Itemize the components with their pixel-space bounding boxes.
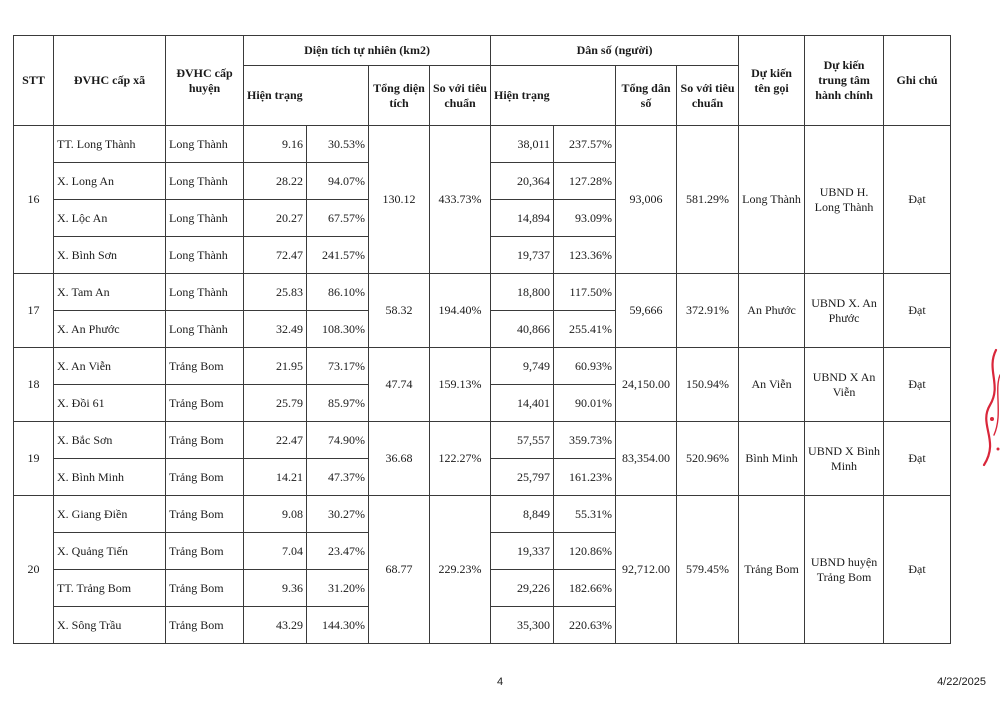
commune-cell: X. Lộc An: [54, 200, 166, 237]
stt-cell: 16: [14, 126, 54, 274]
total-population-cell: 59,666: [616, 274, 677, 348]
population-cell: 25,797: [491, 459, 554, 496]
area-cell: 20.27: [244, 200, 307, 237]
commune-cell: X. Tam An: [54, 274, 166, 311]
col-header-dvhc-xa: ĐVHC cấp xã: [54, 36, 166, 126]
commune-cell: X. Bình Sơn: [54, 237, 166, 274]
total-population-cell: 92,712.00: [616, 496, 677, 644]
population-cell: 14,401: [491, 385, 554, 422]
population-percent-cell: 120.86%: [554, 533, 616, 570]
population-percent-cell: 255.41%: [554, 311, 616, 348]
district-cell: Trảng Bom: [166, 533, 244, 570]
commune-cell: TT. Trảng Bom: [54, 570, 166, 607]
district-cell: Long Thành: [166, 274, 244, 311]
population-cell: 29,226: [491, 570, 554, 607]
population-cell: 20,364: [491, 163, 554, 200]
col-header-area-current: Hiện trạng: [244, 66, 369, 126]
proposed-name-cell: Long Thành: [739, 126, 805, 274]
commune-cell: X. Giang Điền: [54, 496, 166, 533]
commune-cell: X. Bắc Sơn: [54, 422, 166, 459]
population-percent-cell: 127.28%: [554, 163, 616, 200]
col-header-area-total: Tổng diện tích: [369, 66, 430, 126]
proposed-name-cell: Bình Minh: [739, 422, 805, 496]
commune-cell: X. Sông Trầu: [54, 607, 166, 644]
population-percent-cell: 55.31%: [554, 496, 616, 533]
area-cell: 28.22: [244, 163, 307, 200]
population-percent-cell: 161.23%: [554, 459, 616, 496]
district-cell: Long Thành: [166, 311, 244, 348]
area-standard-cell: 122.27%: [430, 422, 491, 496]
stt-cell: 20: [14, 496, 54, 644]
proposed-name-cell: An Viễn: [739, 348, 805, 422]
area-standard-cell: 229.23%: [430, 496, 491, 644]
population-standard-cell: 581.29%: [677, 126, 739, 274]
commune-cell: X. Quảng Tiến: [54, 533, 166, 570]
area-standard-cell: 194.40%: [430, 274, 491, 348]
stt-cell: 17: [14, 274, 54, 348]
commune-cell: X. An Phước: [54, 311, 166, 348]
district-cell: Long Thành: [166, 126, 244, 163]
col-header-proposed-name: Dự kiến tên gọi: [739, 36, 805, 126]
footer-date: 4/22/2025: [937, 676, 986, 688]
area-cell: 43.29: [244, 607, 307, 644]
population-cell: 8,849: [491, 496, 554, 533]
population-cell: 19,737: [491, 237, 554, 274]
population-cell: 19,337: [491, 533, 554, 570]
col-header-area: Diện tích tự nhiên (km2): [244, 36, 491, 66]
area-cell: 9.36: [244, 570, 307, 607]
commune-cell: X. Long An: [54, 163, 166, 200]
area-cell: 25.83: [244, 274, 307, 311]
col-header-notes: Ghi chú: [884, 36, 951, 126]
population-cell: 40,866: [491, 311, 554, 348]
col-header-pop-current: Hiện trạng: [491, 66, 616, 126]
area-percent-cell: 144.30%: [307, 607, 369, 644]
area-percent-cell: 31.20%: [307, 570, 369, 607]
total-area-cell: 68.77: [369, 496, 430, 644]
area-percent-cell: 74.90%: [307, 422, 369, 459]
commune-cell: X. Đồi 61: [54, 385, 166, 422]
proposed-center-cell: UBND X. An Phước: [805, 274, 884, 348]
district-cell: Trảng Bom: [166, 496, 244, 533]
area-percent-cell: 86.10%: [307, 274, 369, 311]
table-row: [14, 348, 951, 385]
district-cell: Long Thành: [166, 163, 244, 200]
area-percent-cell: 67.57%: [307, 200, 369, 237]
district-cell: Trảng Bom: [166, 385, 244, 422]
table-row: [14, 496, 951, 533]
total-population-cell: 93,006: [616, 126, 677, 274]
population-percent-cell: 237.57%: [554, 126, 616, 163]
area-cell: 32.49: [244, 311, 307, 348]
area-cell: 9.08: [244, 496, 307, 533]
table-row: [14, 422, 951, 459]
area-cell: 25.79: [244, 385, 307, 422]
area-cell: 22.47: [244, 422, 307, 459]
population-percent-cell: 182.66%: [554, 570, 616, 607]
district-cell: Trảng Bom: [166, 348, 244, 385]
area-cell: 21.95: [244, 348, 307, 385]
table-row: [14, 274, 951, 311]
population-cell: 18,800: [491, 274, 554, 311]
population-cell: 9,749: [491, 348, 554, 385]
proposed-name-cell: An Phước: [739, 274, 805, 348]
area-percent-cell: 30.53%: [307, 126, 369, 163]
proposed-center-cell: UBND huyện Trảng Bom: [805, 496, 884, 644]
total-area-cell: 47.74: [369, 348, 430, 422]
population-standard-cell: 520.96%: [677, 422, 739, 496]
header-row-top: [14, 36, 951, 66]
area-percent-cell: 108.30%: [307, 311, 369, 348]
district-cell: Long Thành: [166, 200, 244, 237]
red-stamp-mark: [976, 345, 1000, 475]
population-cell: 14,894: [491, 200, 554, 237]
district-cell: Trảng Bom: [166, 422, 244, 459]
population-percent-cell: 117.50%: [554, 274, 616, 311]
area-percent-cell: 23.47%: [307, 533, 369, 570]
population-percent-cell: 90.01%: [554, 385, 616, 422]
proposed-name-cell: Trảng Bom: [739, 496, 805, 644]
area-standard-cell: 159.13%: [430, 348, 491, 422]
population-standard-cell: 150.94%: [677, 348, 739, 422]
stt-cell: 19: [14, 422, 54, 496]
district-cell: Long Thành: [166, 237, 244, 274]
notes-cell: Đạt: [884, 422, 951, 496]
page-number: 4: [497, 676, 504, 688]
area-percent-cell: 241.57%: [307, 237, 369, 274]
population-percent-cell: 93.09%: [554, 200, 616, 237]
area-percent-cell: 94.07%: [307, 163, 369, 200]
population-percent-cell: 359.73%: [554, 422, 616, 459]
population-percent-cell: 220.63%: [554, 607, 616, 644]
table-row: [14, 126, 951, 163]
area-percent-cell: 85.97%: [307, 385, 369, 422]
col-header-stt: STT: [14, 36, 54, 126]
col-header-proposed-center: Dự kiến trung tâm hành chính: [805, 36, 884, 126]
notes-cell: Đạt: [884, 126, 951, 274]
administrative-units-table: [13, 35, 951, 644]
population-cell: 38,011: [491, 126, 554, 163]
notes-cell: Đạt: [884, 348, 951, 422]
area-percent-cell: 30.27%: [307, 496, 369, 533]
area-cell: 72.47: [244, 237, 307, 274]
population-percent-cell: 60.93%: [554, 348, 616, 385]
commune-cell: TT. Long Thành: [54, 126, 166, 163]
area-cell: 9.16: [244, 126, 307, 163]
stt-cell: 18: [14, 348, 54, 422]
district-cell: Trảng Bom: [166, 459, 244, 496]
proposed-center-cell: UBND H. Long Thành: [805, 126, 884, 274]
proposed-center-cell: UBND X Bình Minh: [805, 422, 884, 496]
district-cell: Trảng Bom: [166, 607, 244, 644]
notes-cell: Đạt: [884, 496, 951, 644]
notes-cell: Đạt: [884, 274, 951, 348]
total-population-cell: 83,354.00: [616, 422, 677, 496]
total-area-cell: 58.32: [369, 274, 430, 348]
total-population-cell: 24,150.00: [616, 348, 677, 422]
col-header-pop-total: Tổng dân số: [616, 66, 677, 126]
area-percent-cell: 47.37%: [307, 459, 369, 496]
col-header-dvhc-huyen: ĐVHC cấp huyện: [166, 36, 244, 126]
population-cell: 35,300: [491, 607, 554, 644]
table-body: [14, 126, 951, 644]
commune-cell: X. Bình Minh: [54, 459, 166, 496]
col-header-area-vs-standard: So với tiêu chuẩn: [430, 66, 491, 126]
population-standard-cell: 372.91%: [677, 274, 739, 348]
proposed-center-cell: UBND X An Viễn: [805, 348, 884, 422]
total-area-cell: 130.12: [369, 126, 430, 274]
area-percent-cell: 73.17%: [307, 348, 369, 385]
area-cell: 14.21: [244, 459, 307, 496]
total-area-cell: 36.68: [369, 422, 430, 496]
population-percent-cell: 123.36%: [554, 237, 616, 274]
population-cell: 57,557: [491, 422, 554, 459]
col-header-population: Dân số (người): [491, 36, 739, 66]
area-cell: 7.04: [244, 533, 307, 570]
area-standard-cell: 433.73%: [430, 126, 491, 274]
commune-cell: X. An Viễn: [54, 348, 166, 385]
col-header-pop-vs-standard: So với tiêu chuẩn: [677, 66, 739, 126]
population-standard-cell: 579.45%: [677, 496, 739, 644]
district-cell: Trảng Bom: [166, 570, 244, 607]
